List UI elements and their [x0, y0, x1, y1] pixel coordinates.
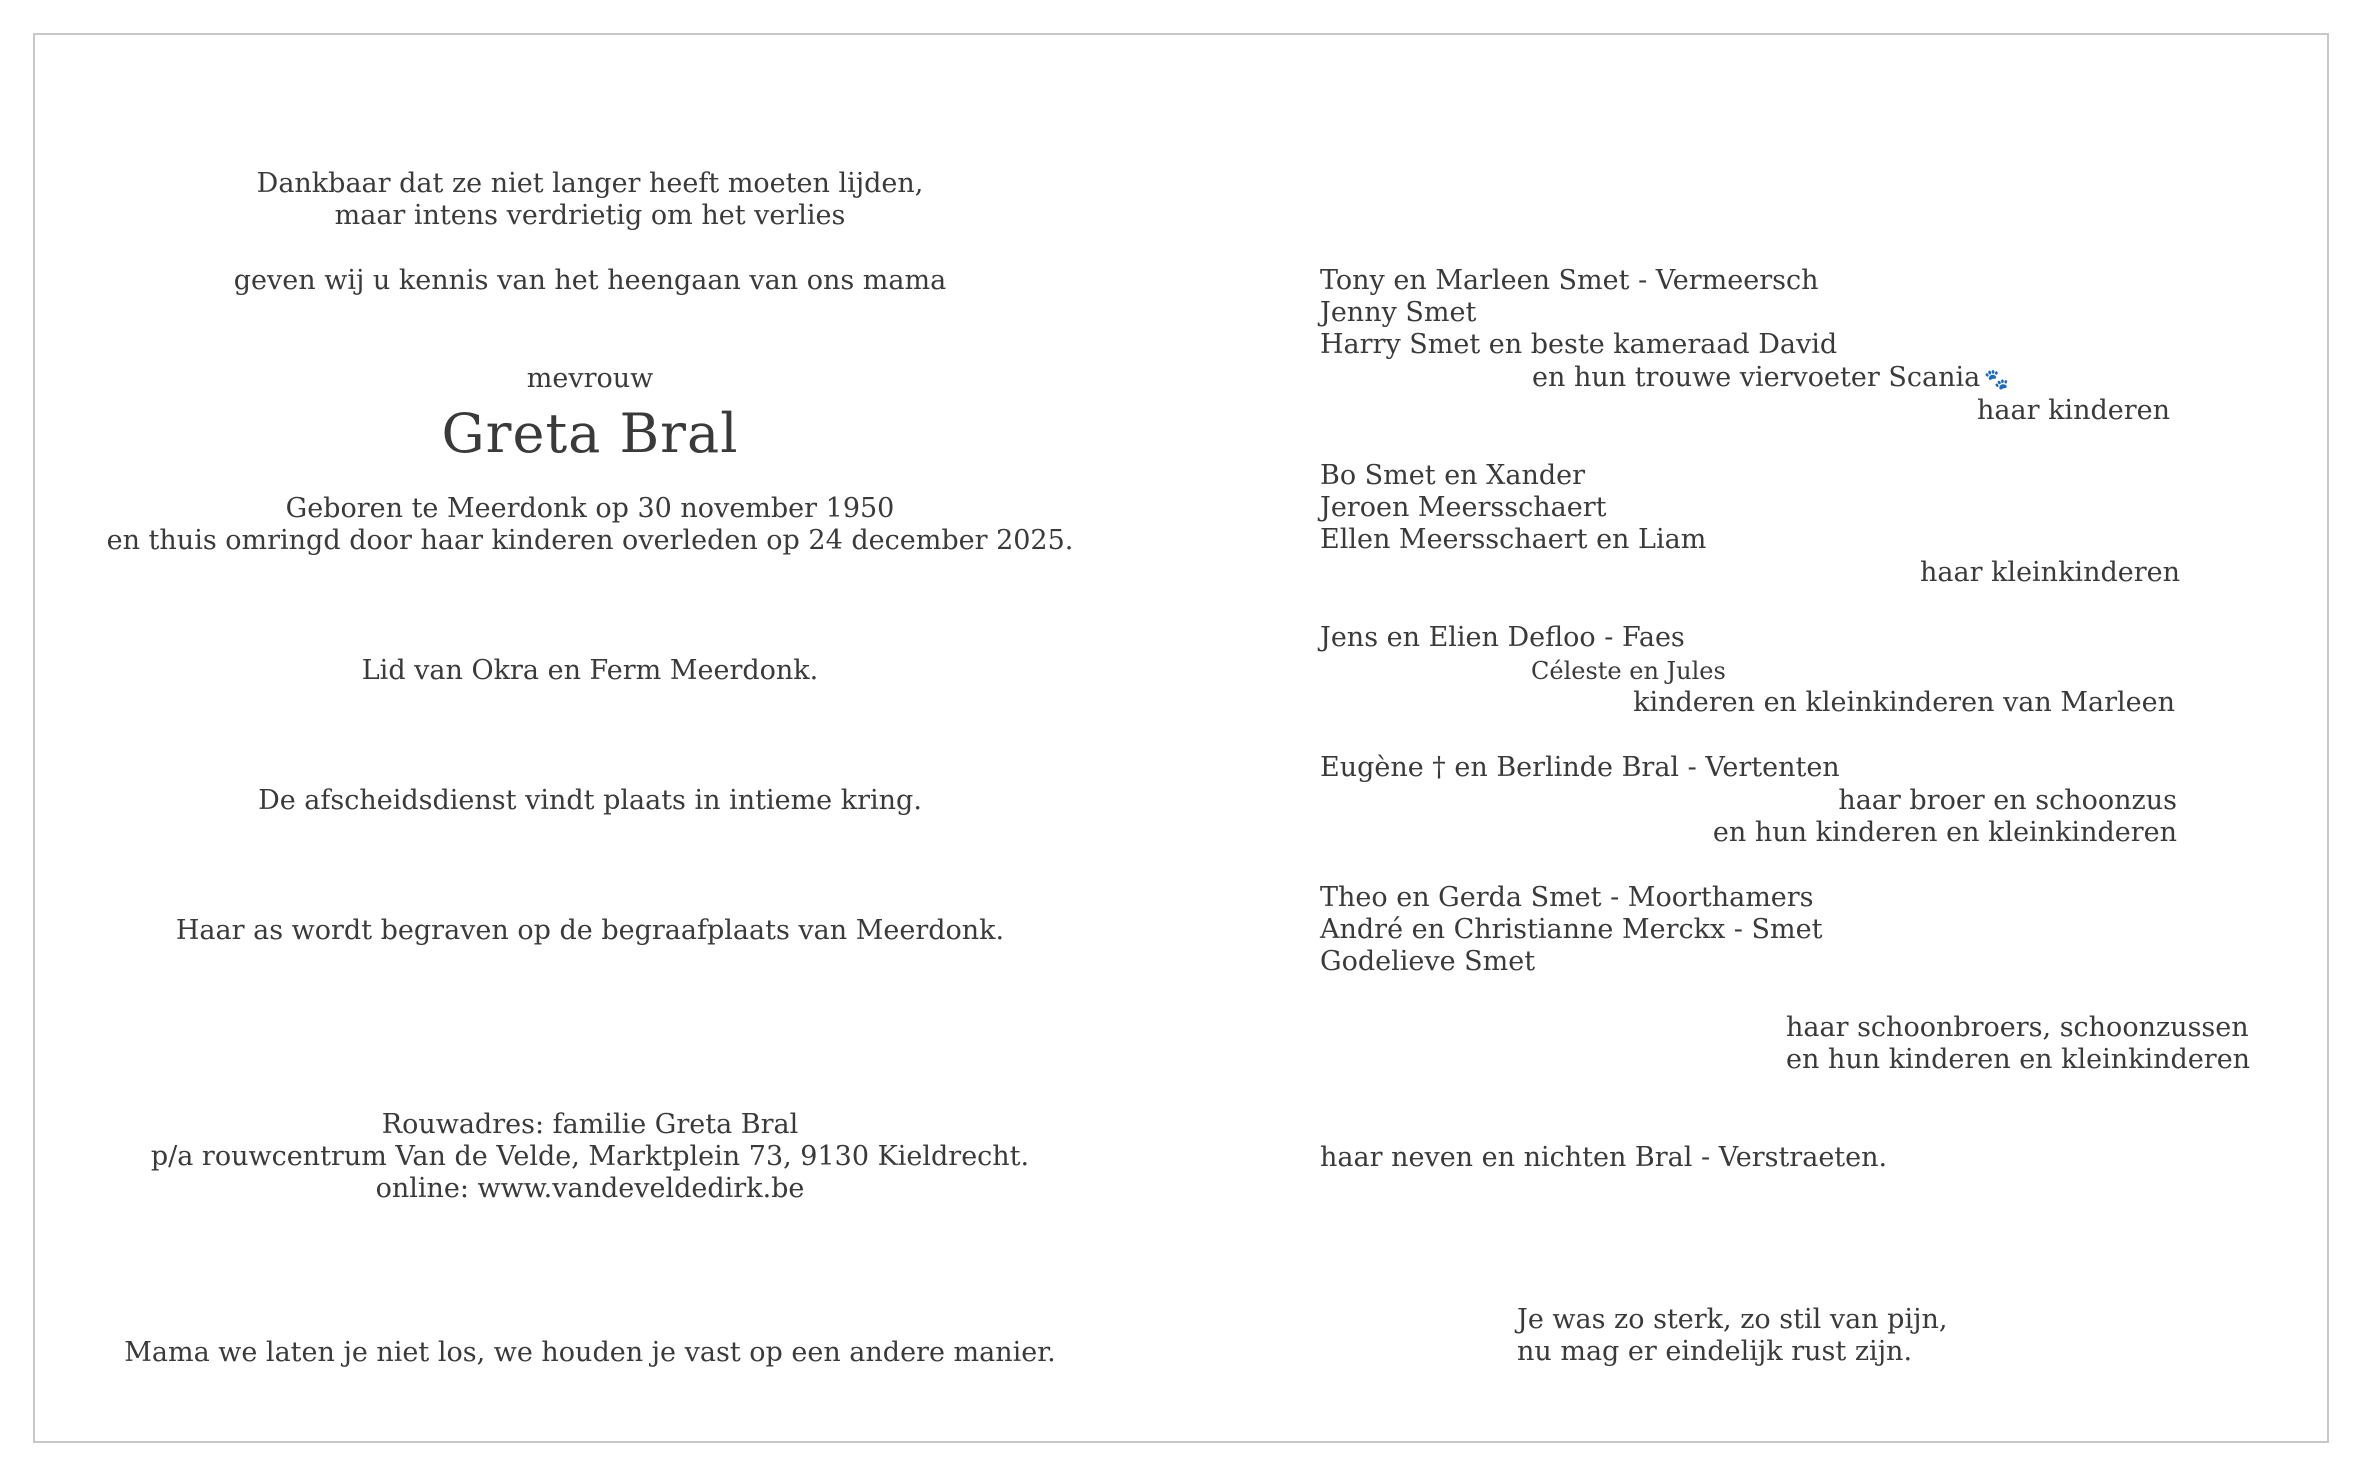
- grandchild-2: Jeroen Meersschaert: [1320, 492, 1607, 523]
- poem-line-2: nu mag er eindelijk rust zijn.: [1517, 1336, 1913, 1367]
- service-info: De afscheidsdienst vindt plaats in intieme kring.: [258, 785, 922, 816]
- cousins-line: haar neven en nichten Bral - Verstraeten.: [1320, 1142, 1888, 1173]
- marleen-grandkids: Céleste en Jules: [1531, 657, 1726, 685]
- address-line-1: Rouwadres: familie Greta Bral: [381, 1109, 799, 1140]
- poem-line-1: Je was zo sterk, zo stil van pijn,: [1517, 1304, 1948, 1335]
- pet-text: en hun trouwe viervoeter Scania: [1532, 362, 1981, 393]
- child-3: Harry Smet en beste kameraad David: [1320, 329, 1838, 360]
- inlaws-label-1: haar schoonbroers, schoonzussen: [1786, 1012, 2249, 1043]
- deceased-name: Greta Bral: [441, 402, 739, 465]
- inlaw-3: Godelieve Smet: [1320, 946, 1536, 977]
- thanks-line-2: maar intens verdrietig om het verlies: [334, 200, 846, 231]
- grandchild-1: Bo Smet en Xander: [1320, 460, 1586, 491]
- brother-line: Eugène † en Berlinde Bral - Vertenten: [1320, 752, 1840, 783]
- inlaw-2: André en Christianne Merckx - Smet: [1320, 914, 1823, 945]
- birth-info: Geboren te Meerdonk op 30 november 1950: [285, 493, 895, 524]
- address-line-2: p/a rouwcentrum Van de Velde, Marktplein 73, 9130 Kieldrecht.: [150, 1141, 1030, 1172]
- pet-line: [1532, 361, 2009, 396]
- title-mevrouw: mevrouw: [526, 363, 654, 394]
- death-info: en thuis omringd door haar kinderen overleden op 24 december 2025.: [106, 525, 1074, 556]
- announcement: geven wij u kennis van het heengaan van ons mama: [233, 265, 947, 296]
- inlaw-1: Theo en Gerda Smet - Moorthamers: [1320, 882, 1814, 913]
- children-label: haar kinderen: [1977, 395, 2170, 426]
- marleen-label: kinderen en kleinkinderen van Marleen: [1633, 687, 2175, 718]
- marleen-family: Jens en Elien Defloo - Faes: [1320, 622, 1685, 653]
- child-2: Jenny Smet: [1320, 297, 1477, 328]
- burial-info: Haar as wordt begraven op de begraafplaats van Meerdonk.: [175, 915, 1005, 946]
- website-line: online: www.vandeveldedirk.be: [375, 1173, 805, 1204]
- membership: Lid van Okra en Ferm Meerdonk.: [361, 655, 819, 686]
- closing-message: Mama we laten je niet los, we houden je vast op een andere manier.: [124, 1337, 1056, 1368]
- grandchild-3: Ellen Meersschaert en Liam: [1320, 524, 1707, 555]
- child-1: Tony en Marleen Smet - Vermeersch: [1320, 265, 1819, 296]
- thanks-line-1: Dankbaar dat ze niet langer heeft moeten lijden,: [256, 168, 924, 199]
- card-border: [33, 33, 2329, 1443]
- inlaws-label-2: en hun kinderen en kleinkinderen: [1786, 1044, 2251, 1075]
- brother-label-2: en hun kinderen en kleinkinderen: [1712, 817, 2177, 848]
- grandchildren-label: haar kleinkinderen: [1920, 557, 2180, 588]
- paw-icon: 🐾: [1984, 367, 2010, 391]
- brother-label-1: haar broer en schoonzus: [1838, 785, 2177, 816]
